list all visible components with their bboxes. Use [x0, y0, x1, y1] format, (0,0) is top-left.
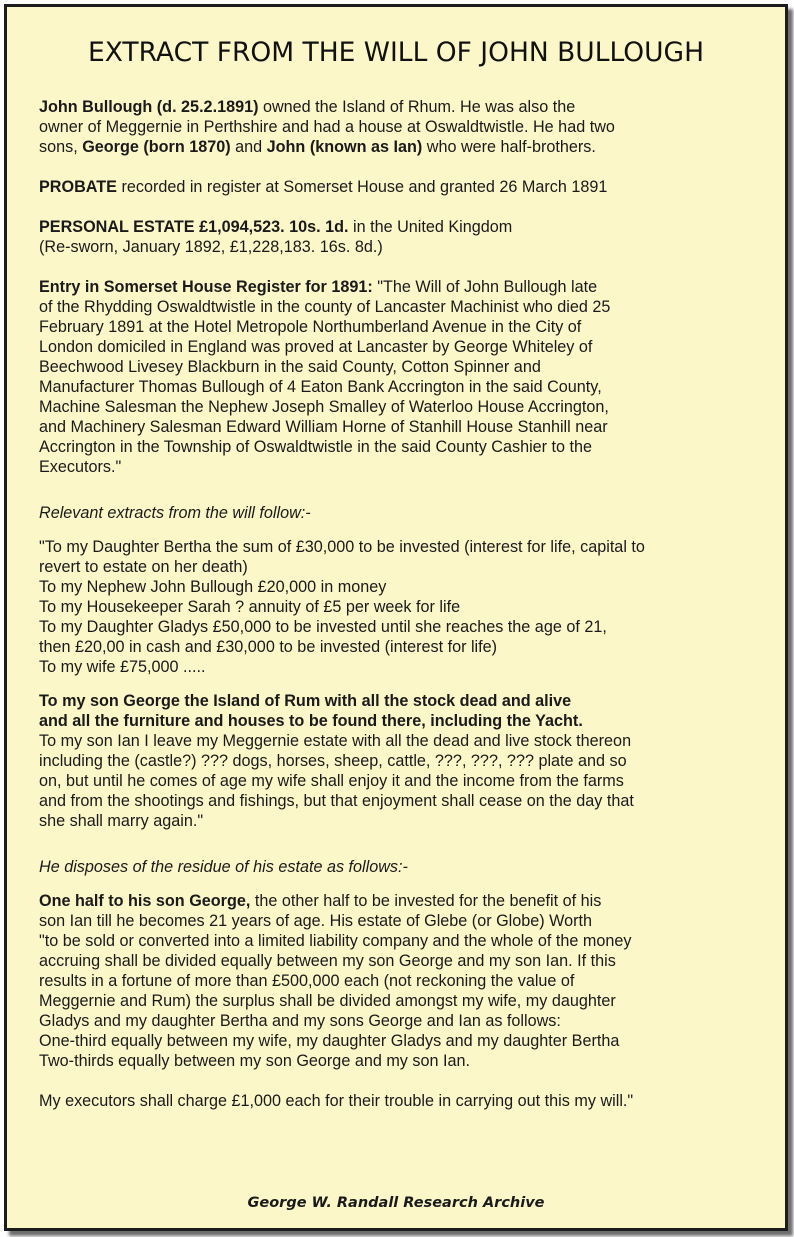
- text-run: son Ian till he becomes 21 years of age. His estate of Glebe (or Globe) Worth: [39, 912, 593, 930]
- text-run: in the United Kingdom: [348, 218, 513, 236]
- text-line: [39, 711, 774, 731]
- bold-run: and all the furniture and houses to be found there, including the Yacht.: [39, 712, 583, 730]
- estate-paragraph: [39, 217, 774, 257]
- text-run: then £20,00 in cash and £30,000 to be invested (interest for life): [39, 638, 498, 656]
- text-run: who were half-brothers.: [422, 138, 596, 156]
- text-line: [39, 417, 774, 437]
- text-line: [39, 97, 774, 117]
- text-run: To my Daughter Gladys £50,000 to be invested until she reaches the age of 21,: [39, 618, 607, 636]
- text-run: on, but until he comes of age my wife shall enjoy it and the income from the farms: [39, 772, 624, 790]
- text-line: [39, 357, 774, 377]
- text-run: Accrington in the Township of Oswaldtwistle in the said County Cashier to the: [39, 438, 593, 456]
- text-line: [39, 317, 774, 337]
- residue-heading: He disposes of the residue of his estate as follows:-: [39, 858, 408, 876]
- document-title: EXTRACT FROM THE WILL OF JOHN BULLOUGH: [87, 37, 705, 68]
- text-run: revert to estate on her death): [39, 558, 248, 576]
- text-run: Meggernie and Rum) the surplus shall be divided amongst my wife, my daughter: [39, 992, 616, 1010]
- text-line: [39, 791, 774, 811]
- text-run: the other half to be invested for the benefit of his: [250, 892, 602, 910]
- text-line: [39, 297, 774, 317]
- bold-run: George (born 1870): [82, 138, 231, 156]
- intro-paragraph: [39, 97, 774, 157]
- text-run: sons,: [39, 138, 83, 156]
- text-line: [39, 337, 774, 357]
- text-line: [39, 137, 774, 157]
- text-line: [39, 971, 774, 991]
- text-line: [39, 1031, 774, 1051]
- bequests-paragraph: [39, 537, 774, 677]
- text-line: [39, 217, 774, 237]
- probate-paragraph: [39, 177, 774, 197]
- archive-credit: George W. Randall Research Archive: [247, 1195, 545, 1211]
- text-run: Two-thirds equally between my son George and my son Ian.: [39, 1052, 470, 1070]
- text-run: and Machinery Salesman Edward William Horne of Stanhill House Stanhill near: [39, 418, 608, 436]
- text-run: owner of Meggernie in Perthshire and had a house at Oswaldtwistle. He had two: [39, 118, 615, 136]
- text-line: [39, 811, 774, 831]
- text-line: [39, 1091, 774, 1111]
- text-line: [39, 597, 774, 617]
- text-line: [39, 177, 774, 197]
- bold-run: John Bullough (d. 25.2.1891): [39, 98, 259, 116]
- bold-run: To my son George the Island of Rum with all the stock dead and alive: [39, 692, 572, 710]
- text-line: [39, 657, 774, 677]
- residue-paragraph: [39, 891, 774, 1071]
- text-line: [39, 537, 774, 557]
- document-frame: [4, 4, 788, 1231]
- text-line: [39, 617, 774, 637]
- text-line: [39, 911, 774, 931]
- bold-run: PERSONAL ESTATE £1,094,523. 10s. 1d.: [39, 218, 349, 236]
- text-line: [39, 397, 774, 417]
- text-line: [39, 457, 774, 477]
- text-run: including the (castle?) ??? dogs, horses, sheep, cattle, ???, ???, ??? plate and so: [39, 752, 627, 770]
- text-run: One-third equally between my wife, my daughter Gladys and my daughter Bertha: [39, 1032, 620, 1050]
- text-run: accruing shall be divided equally between my son George and my son Ian. If this: [39, 952, 616, 970]
- text-run: London domiciled in England was proved at Lancaster by George Whiteley of: [39, 338, 593, 356]
- text-line: [39, 1051, 774, 1071]
- text-line: [39, 751, 774, 771]
- text-line: [39, 891, 774, 911]
- text-line: [39, 437, 774, 457]
- text-line: [39, 691, 774, 711]
- text-line: [39, 377, 774, 397]
- text-line: [39, 637, 774, 657]
- text-line: [39, 577, 774, 597]
- text-run: owned the Island of Rhum. He was also the: [258, 98, 576, 116]
- text-run: February 1891 at the Hotel Metropole Northumberland Avenue in the City of: [39, 318, 582, 336]
- text-line: [39, 991, 774, 1011]
- bold-run: One half to his son George,: [39, 892, 251, 910]
- text-run: To my Nephew John Bullough £20,000 in money: [39, 578, 387, 596]
- text-line: [39, 771, 774, 791]
- text-run: Executors.": [39, 458, 122, 476]
- text-run: Machine Salesman the Nephew Joseph Smalley of Waterloo House Accrington,: [39, 398, 609, 416]
- text-run: and from the shootings and fishings, but that enjoyment shall cease on the day that: [39, 792, 634, 810]
- text-run: "to be sold or converted into a limited liability company and the whole of the money: [39, 932, 632, 950]
- text-run: of the Rhydding Oswaldtwistle in the county of Lancaster Machinist who died 25: [39, 298, 611, 316]
- text-line: [39, 277, 774, 297]
- text-run: Gladys and my daughter Bertha and my sons George and Ian as follows:: [39, 1012, 561, 1030]
- text-run: To my son Ian I leave my Meggernie estate with all the dead and live stock thereon: [39, 732, 632, 750]
- text-line: [39, 951, 774, 971]
- text-line: [39, 557, 774, 577]
- bold-run: PROBATE: [39, 178, 117, 196]
- bold-run: Entry in Somerset House Register for 1891:: [39, 278, 373, 296]
- text-run: Manufacturer Thomas Bullough of 4 Eaton Bank Accrington in the said County,: [39, 378, 602, 396]
- text-run: recorded in register at Somerset House and granted 26 March 1891: [116, 178, 608, 196]
- text-run: To my wife £75,000 .....: [39, 658, 206, 676]
- text-line: [39, 1011, 774, 1031]
- text-run: "The Will of John Bullough late: [372, 278, 598, 296]
- text-run: and: [230, 138, 267, 156]
- text-run: Beechwood Livesey Blackburn in the said County, Cotton Spinner and: [39, 358, 541, 376]
- relevant-extracts-heading: Relevant extracts from the will follow:-: [39, 504, 311, 522]
- text-line: [39, 237, 774, 257]
- text-run: results in a fortune of more than £500,000 each (not reckoning the value of: [39, 972, 575, 990]
- text-run: To my Housekeeper Sarah ? annuity of £5 per week for life: [39, 598, 461, 616]
- george-ian-paragraph: [39, 691, 774, 831]
- document-body: [39, 97, 774, 1111]
- text-run: "To my Daughter Bertha the sum of £30,000 to be invested (interest for life, capital to: [39, 538, 645, 556]
- text-run: she shall marry again.": [39, 812, 204, 830]
- text-line: [39, 931, 774, 951]
- text-run: My executors shall charge £1,000 each for their trouble in carrying out this my will.": [39, 1092, 634, 1110]
- register-entry-paragraph: [39, 277, 774, 477]
- text-line: [39, 731, 774, 751]
- text-run: (Re-sworn, January 1892, £1,228,183. 16s. 8d.): [39, 238, 383, 256]
- bold-run: John (known as Ian): [266, 138, 423, 156]
- text-line: [39, 117, 774, 137]
- executors-paragraph: [39, 1091, 774, 1111]
